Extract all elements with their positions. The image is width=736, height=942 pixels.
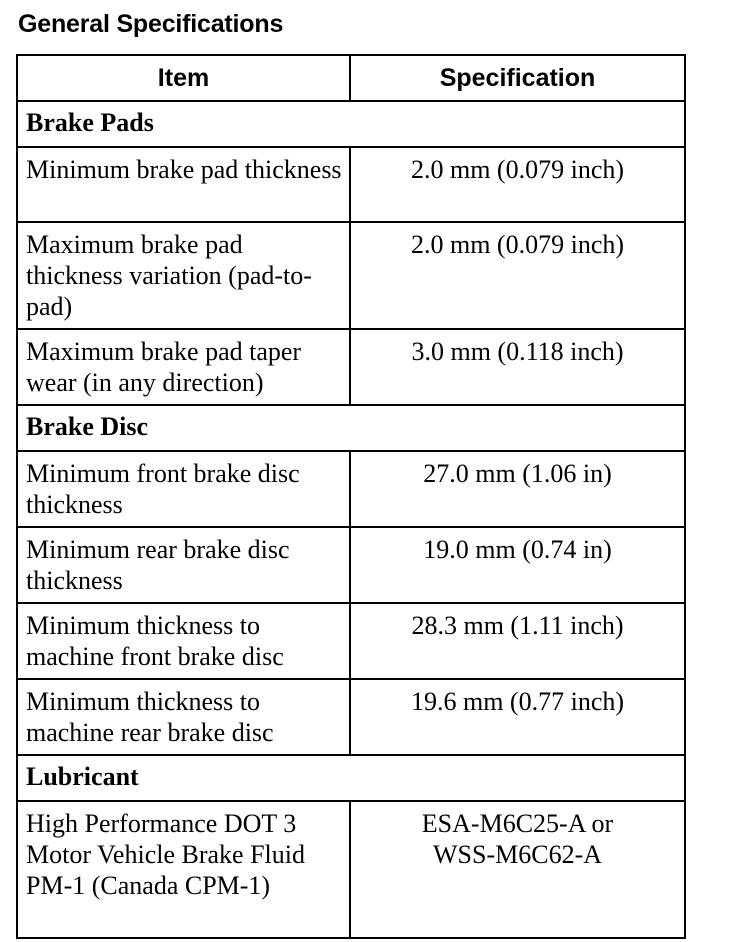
table-row <box>17 801 685 938</box>
spec-cell <box>350 222 685 329</box>
spec-value: 2.0 mm (0.079 inch) <box>410 230 625 259</box>
spec-value: 19.6 mm (0.77 inch) <box>410 687 625 716</box>
table-row <box>17 679 685 755</box>
spec-value: 28.3 mm (1.11 inch) <box>411 611 624 640</box>
specification-column-header: Specification <box>350 55 685 101</box>
item-cell: High Performance DOT 3 Motor Vehicle Brake Fluid PM-1 (Canada CPM-1) <box>17 801 350 938</box>
table-row <box>17 147 685 222</box>
spec-cell <box>350 679 685 755</box>
item-cell: Minimum thickness to machine rear brake disc <box>17 679 350 755</box>
spec-value: ESA-M6C25-A or <box>421 809 614 838</box>
item-cell: Minimum front brake disc thickness <box>17 451 350 527</box>
item-cell: Minimum rear brake disc thickness <box>17 527 350 603</box>
spec-value: 19.0 mm (0.74 in) <box>423 535 612 564</box>
section-heading: Brake Disc <box>17 405 685 451</box>
spec-value: 3.0 mm (0.118 inch) <box>411 337 624 366</box>
section-row-lubricant <box>17 755 685 801</box>
table-row <box>17 451 685 527</box>
page-title: General Specifications <box>18 10 284 38</box>
item-cell: Minimum brake pad thickness <box>17 147 350 222</box>
table-row <box>17 222 685 329</box>
section-heading: Lubricant <box>17 755 685 801</box>
spec-cell <box>350 451 685 527</box>
spec-value: WSS-M6C62-A <box>432 840 602 869</box>
section-heading: Brake Pads <box>17 101 685 147</box>
spec-value: 27.0 mm (1.06 in) <box>423 459 612 488</box>
spec-value: 2.0 mm (0.079 inch) <box>410 155 625 184</box>
item-cell: Minimum thickness to machine front brake disc <box>17 603 350 679</box>
item-cell: Maximum brake pad taper wear (in any direction) <box>17 329 350 405</box>
table-row <box>17 329 685 405</box>
item-column-header: Item <box>17 55 350 101</box>
spec-cell <box>350 603 685 679</box>
table-row <box>17 603 685 679</box>
spec-cell <box>350 147 685 222</box>
table-row <box>17 527 685 603</box>
item-cell: Maximum brake pad thickness variation (pad-to-pad) <box>17 222 350 329</box>
section-row-brake-disc <box>17 405 685 451</box>
specifications-table <box>16 54 686 939</box>
spec-cell <box>350 527 685 603</box>
spec-cell <box>350 329 685 405</box>
section-row-brake-pads <box>17 101 685 147</box>
spec-cell <box>350 801 685 938</box>
table-header-row <box>17 55 685 101</box>
